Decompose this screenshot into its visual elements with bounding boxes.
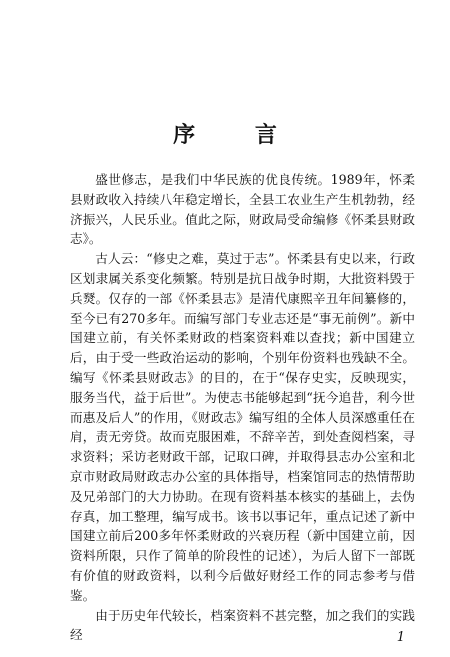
page-title: 序 言 bbox=[173, 122, 303, 148]
paragraph: 由于历史年代较长，档案资料不甚完整，加之我们的实践经 bbox=[70, 607, 415, 643]
body-text bbox=[70, 170, 415, 645]
paragraph: 盛世修志，是我们中华民族的优良传统。1989年，怀柔县财政收入持续八年稳定增长，全县工农业生产生机勃勃，经济振兴，人民乐业。值此之际，财政局受命编修《怀柔县财政志》。 bbox=[70, 172, 415, 247]
paragraph: 古人云：“修史之难，莫过于志”。怀柔县有史以来，行政区划隶属关系变化频繁。特别是抗日战争时期，大批资料毁于兵燹。仅存的一部《怀柔县志》是清代康熙辛丑年间纂修的，至今已有270多年。而编写部门专业志还是“事无前例”。新中国建立前，有关怀柔财政的档案资料难以查找；新中国建立后，由于受一些政治运动的影响，个别年份资料也残缺不全。编写《怀柔县财政志》的目的，在于“保存史实，反映现实，服务当代，益于后世”。为使志书能够起到“抚今追昔，利今世而惠及后人”的作用，《财政志》编写组的全体人员深感重任在肩，责无旁贷。故而克服困难，不辞辛苦，到处查阅档案，寻求资料；采访老财政干部，记取口碑，并取得县志办公室和北京市财政局财政志办公室的具体指导，档案馆同志的热情帮助及兄弟部门的大力协助。在现有资料基本核实的基础上，去伪存真，加工整理，编写成书。该书以事记年，重点记述了新中国建立前后200多年怀柔财政的兴衰历程（新中国建立前，因资料所限，只作了简单的阶段性的记述），为后人留下一部既有价值的财政资料，以利今后做好财经工作的同志参考与借鉴。 bbox=[70, 251, 415, 603]
page-number: 1 bbox=[396, 630, 405, 645]
